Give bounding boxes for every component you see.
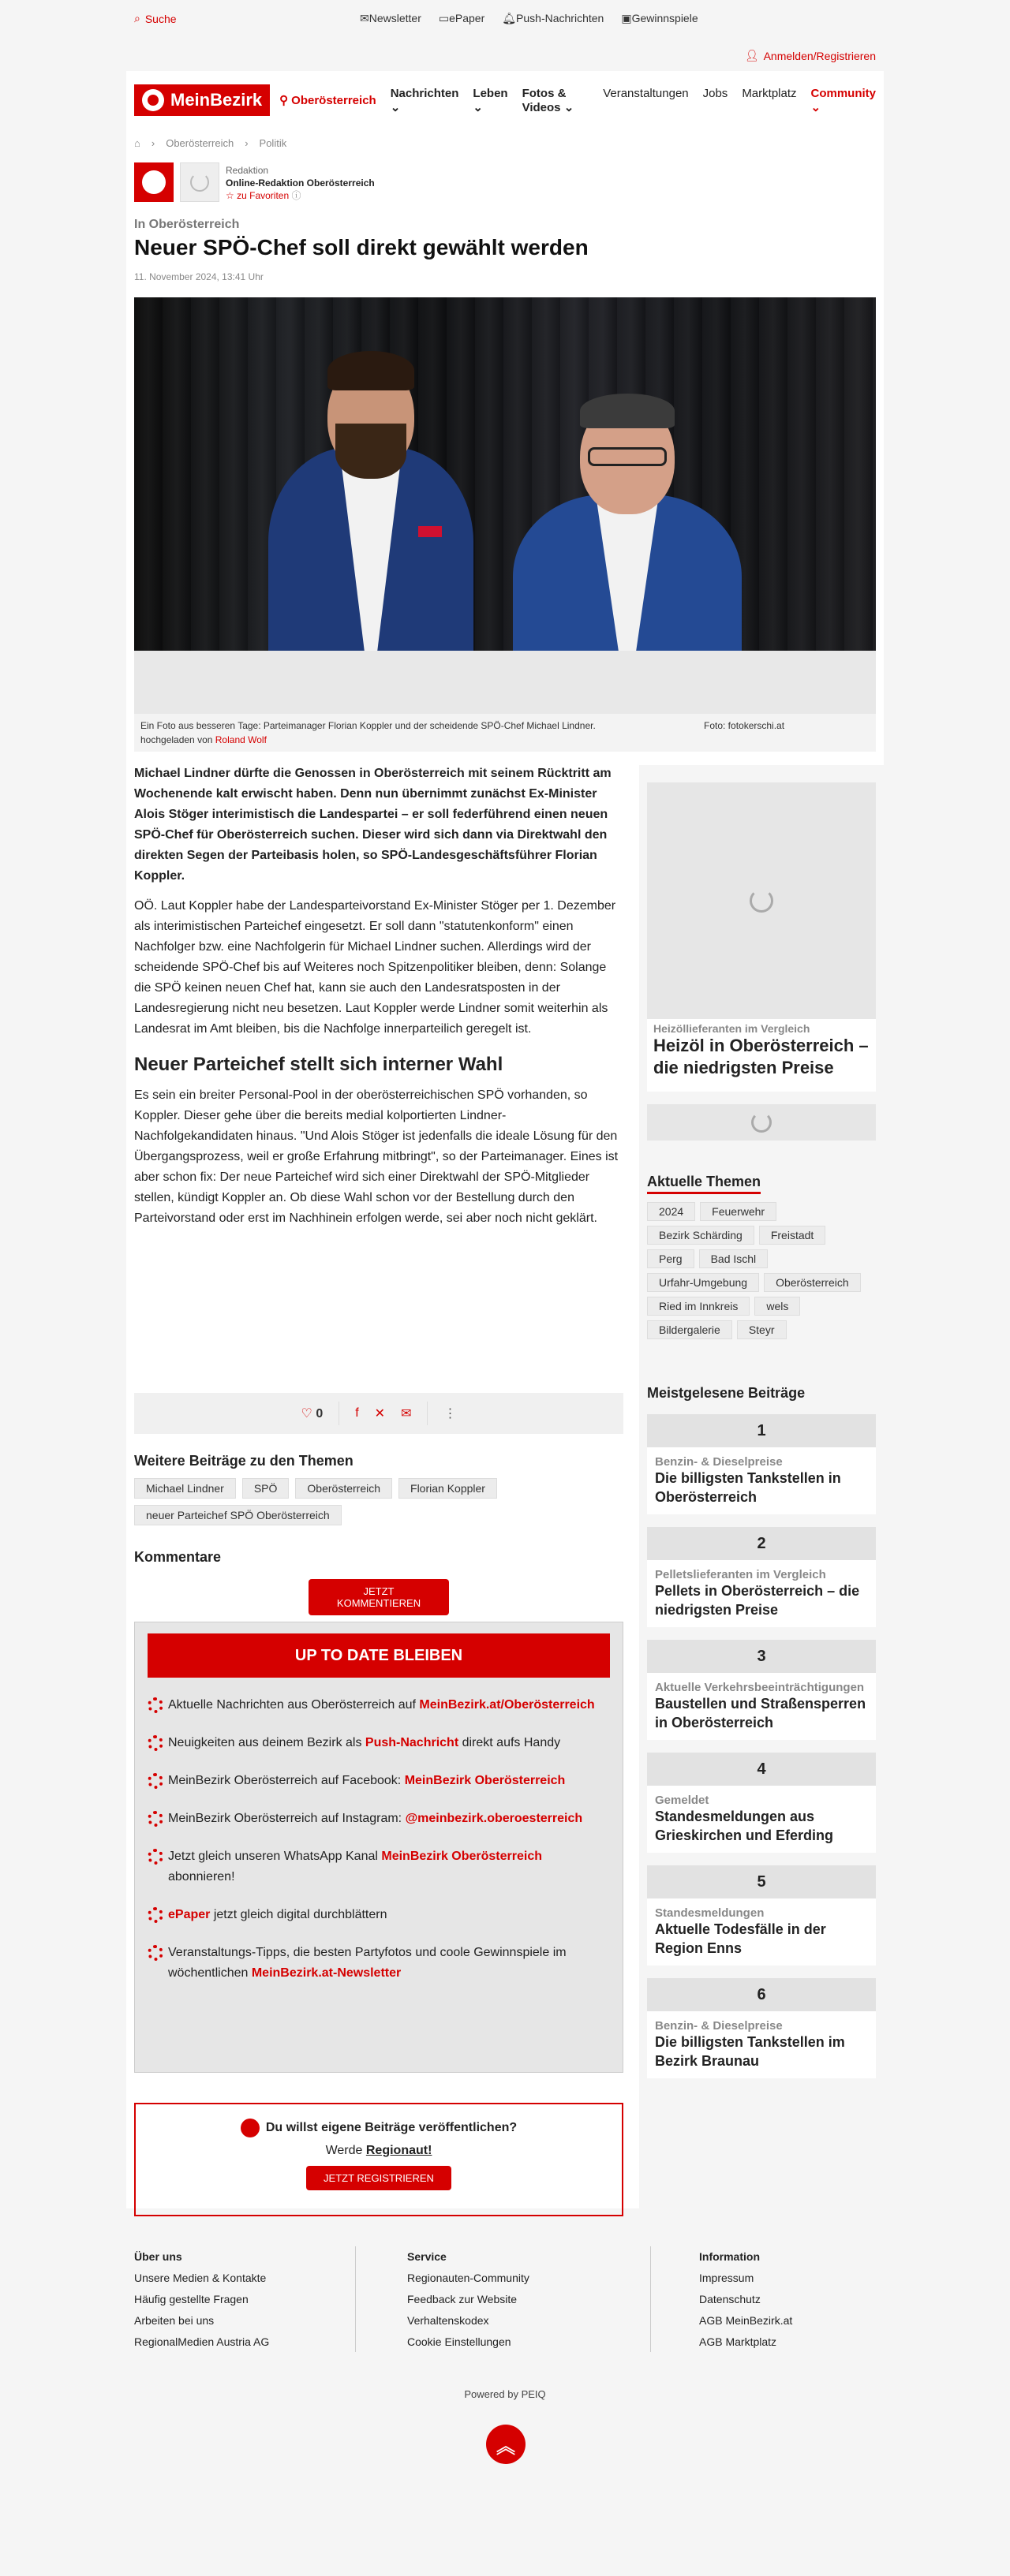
- row-link[interactable]: MeinBezirk Oberösterreich: [404, 1774, 566, 1787]
- nav-item-community[interactable]: [811, 87, 877, 114]
- caption-text: Ein Foto aus besseren Tage: Parteimanager Florian Koppler und der scheidende SPÖ-Chef Michael Lindner.: [140, 720, 596, 731]
- most-read-item[interactable]: [647, 1527, 876, 1627]
- beard: [335, 424, 406, 479]
- rank-number: 5: [647, 1865, 876, 1898]
- most-read-title: Aktuelle Todesfälle in der Region Enns: [655, 1921, 826, 1956]
- ad-caption[interactable]: [647, 1019, 876, 1092]
- search-icon: ⌕: [134, 12, 140, 24]
- footer-link[interactable]: Unsere Medien & Kontakte: [134, 2272, 267, 2284]
- up-to-date-row: [148, 1771, 610, 1791]
- gewinnspiele-link[interactable]: [621, 12, 698, 25]
- article-title: Neuer SPÖ-Chef soll direkt gewählt werden: [134, 235, 589, 259]
- most-read-title: Pellets in Oberösterreich – die niedrigsten Preise: [655, 1583, 860, 1618]
- topic-tag[interactable]: SPÖ: [242, 1478, 290, 1499]
- flower-icon: [148, 1697, 163, 1713]
- most-read-title: Baustellen und Straßensperren in Oberösterreich: [655, 1696, 866, 1730]
- most-read-item[interactable]: [647, 1978, 876, 2078]
- author-name[interactable]: Online-Redaktion Oberösterreich: [226, 177, 375, 189]
- flower-icon: [148, 1811, 163, 1827]
- newsletter-link[interactable]: [360, 12, 421, 25]
- nav-item-fotos-videos[interactable]: [522, 87, 589, 114]
- rank-number: 1: [647, 1414, 876, 1447]
- register-button[interactable]: JETZT REGISTRIEREN: [306, 2166, 451, 2190]
- photo-credit: Foto: fotokerschi.at: [704, 720, 785, 731]
- most-read-kicker: Benzin- & Dieselpreise: [655, 2019, 783, 2033]
- rank-number: 6: [647, 1978, 876, 2011]
- up-to-date-text: [168, 1846, 610, 1887]
- hair: [580, 394, 675, 428]
- article-lead: Michael Lindner dürfte die Genossen in Oberösterreich mit seinem Rücktritt am Wochenende kalt erwischt haben. Denn nun übernimmt zunächst Ex-Minister Alois Stöger interimistisch die Landespartei – er soll federführend einen neuen SPÖ-Chef für Oberösterreich suchen. Dieser wird sich dann via Direktwahl den direkten Segen der Parteibasis holen, so SPÖ-Landesgeschäftsführer Florian Koppler.: [134, 767, 612, 883]
- regionaut-link[interactable]: Regionaut!: [365, 2144, 432, 2157]
- bell-icon: 🔔︎: [502, 12, 517, 24]
- breadcrumb: [134, 137, 286, 149]
- nav-items: [391, 87, 876, 114]
- search-label: Suche: [144, 12, 177, 25]
- breadcrumb-item[interactable]: Politik: [259, 137, 287, 149]
- article-subheading: Neuer Parteichef stellt sich interner Wahl: [134, 1054, 503, 1075]
- most-read-title: Die billigsten Tankstellen im Bezirk Braunau: [655, 2034, 845, 2069]
- footer-link[interactable]: Datenschutz: [699, 2293, 761, 2305]
- star-icon: ☆: [226, 190, 234, 201]
- chevron-down-icon: ⌄: [810, 100, 821, 114]
- main-nav: [134, 82, 876, 118]
- author-role: Redaktion: [226, 165, 269, 176]
- footer-col-info: [699, 2246, 792, 2353]
- regionaut-question: [136, 2119, 622, 2137]
- most-read-item[interactable]: [647, 1414, 876, 1514]
- row-text: abonnieren!: [168, 1870, 235, 1883]
- up-to-date-row: [148, 1695, 610, 1715]
- chevron-right-icon: ›: [151, 137, 155, 149]
- ad-kicker: Heizöllieferanten im Vergleich: [653, 1022, 810, 1035]
- like-count: 0: [316, 1407, 324, 1421]
- loading-spinner-icon: [190, 173, 209, 192]
- regionaut-question-text: Du willst eigene Beiträge veröffentlichen?: [265, 2121, 518, 2134]
- up-to-date-banner: UP TO DATE BLEIBEN: [148, 1633, 610, 1678]
- row-text: Neuigkeiten aus deinem Bezirk als: [168, 1736, 365, 1749]
- row-text: Aktuelle Nachrichten aus Oberösterreich auf: [168, 1698, 420, 1712]
- theme-tag[interactable]: Bezirk Schärding: [647, 1226, 754, 1245]
- person-left: [252, 329, 489, 684]
- flower-icon: [148, 1773, 163, 1789]
- most-read-title: Standesmeldungen aus Grieskirchen und Eferding: [655, 1809, 834, 1843]
- row-text: Veranstaltungs-Tipps, die besten Partyfotos und coole Gewinnspiele im wöchentlichen: [168, 1946, 567, 1980]
- theme-tag[interactable]: Ried im Innkreis: [647, 1297, 750, 1316]
- nav-item-nachrichten[interactable]: [391, 87, 459, 114]
- heart-icon: ♡: [301, 1407, 312, 1421]
- row-text: MeinBezirk Oberösterreich auf Instagram:: [168, 1812, 406, 1825]
- up-to-date-row: [148, 1809, 610, 1829]
- themes-title: Aktuelle Themen: [647, 1174, 761, 1194]
- user-icon: 👤︎: [744, 49, 759, 62]
- theme-tag[interactable]: wels: [754, 1297, 800, 1316]
- nav-item-jobs[interactable]: Jobs: [702, 86, 728, 100]
- footer-heading: Über uns: [134, 2250, 182, 2263]
- most-read-kicker: Benzin- & Dieselpreise: [655, 1455, 783, 1469]
- like-button[interactable]: [301, 1406, 324, 1421]
- most-read-list: [647, 1414, 876, 2078]
- up-to-date-text: [168, 1905, 387, 1925]
- scroll-to-top-button[interactable]: [486, 2425, 526, 2464]
- image-caption: [134, 714, 876, 752]
- region-selector[interactable]: [279, 93, 376, 107]
- ad-slot: [647, 1104, 876, 1141]
- row-link[interactable]: ePaper: [168, 1908, 211, 1921]
- up-to-date-list: [148, 1695, 610, 1984]
- most-read-item[interactable]: [647, 1753, 876, 1853]
- glasses: [588, 447, 667, 466]
- footer-divider: [650, 2246, 651, 2352]
- theme-tag[interactable]: 2024: [647, 1202, 695, 1221]
- flower-icon: [148, 1945, 163, 1961]
- breadcrumb-item[interactable]: Oberösterreich: [166, 137, 234, 149]
- comment-button[interactable]: JETZT KOMMENTIEREN: [309, 1579, 449, 1615]
- most-read-kicker: Gemeldet: [655, 1794, 709, 1807]
- chevron-down-icon: ⌄: [563, 100, 574, 114]
- regionaut-cta: [136, 2144, 622, 2158]
- author-logo-avatar[interactable]: [134, 162, 174, 202]
- topic-tag[interactable]: neuer Parteichef SPÖ Oberösterreich: [134, 1505, 342, 1525]
- more-options-icon[interactable]: ⋮: [443, 1407, 457, 1421]
- article-paragraph: Es sein ein breiter Personal-Pool in der oberösterreichischen SPÖ vorhanden, so Koppler. Dieser gehe über die bereits medial kolportierten Lindner-Nachfolgekandidaten hinaus. "Und Alois Stöger ist jedenfalls die ideale Lösung für den Übergangsprozess, weil er große Erfahrung mitbringt", so der Parteimanager. Eines ist aber schon fix: Der neue Parteichef wird sich einer Direktwahl der SPÖ-Mitglieder stellen, kündigt Koppler an. Ob diese Wahl schon vor der Bestellung durch den Parteivorstand oder erst im Nachhinein erfolgen werde, sei aber noch nicht geklärt.: [134, 1088, 619, 1225]
- row-text: jetzt gleich digital durchblättern: [210, 1908, 387, 1921]
- loading-spinner-icon: [751, 1112, 772, 1133]
- article-kicker: In Oberösterreich: [134, 218, 240, 231]
- uploaded-prefix: hochgeladen von: [140, 734, 213, 745]
- comments-title: Kommentare: [134, 1549, 222, 1565]
- row-text: MeinBezirk Oberösterreich auf Facebook:: [168, 1774, 405, 1787]
- nav-label: Nachrichten: [390, 86, 459, 100]
- theme-tag[interactable]: Bad Ischl: [699, 1249, 769, 1268]
- footer-link[interactable]: Verhaltenskodex: [407, 2314, 489, 2327]
- topics-title: Weitere Beiträge zu den Themen: [134, 1453, 354, 1469]
- rank-number: 4: [647, 1753, 876, 1786]
- push-label: Push-Nachrichten: [516, 12, 604, 24]
- up-to-date-row: [148, 1733, 610, 1753]
- article-date: 11. November 2024, 13:41 Uhr: [134, 271, 264, 282]
- push-link[interactable]: [502, 12, 604, 25]
- theme-tag[interactable]: Oberösterreich: [764, 1273, 861, 1292]
- up-to-date-text: [168, 1809, 582, 1829]
- nav-label: Fotos & Videos: [522, 86, 567, 114]
- newsletter-label: Newsletter: [368, 12, 421, 24]
- logo-flower-icon: [142, 170, 166, 194]
- author-block: [134, 162, 375, 202]
- theme-tag[interactable]: Perg: [647, 1249, 694, 1268]
- footer-col-service: [407, 2246, 529, 2353]
- hero-image[interactable]: [134, 297, 876, 714]
- topic-tags: [134, 1478, 623, 1525]
- footer-link[interactable]: Regionauten-Community: [407, 2272, 529, 2284]
- author-avatar[interactable]: [180, 162, 219, 202]
- row-text: Jetzt gleich unseren WhatsApp Kanal: [168, 1850, 382, 1863]
- topic-tag[interactable]: Oberösterreich: [295, 1478, 392, 1499]
- loading-spinner-icon: [750, 889, 773, 913]
- most-read-title: Die billigsten Tankstellen in Oberösterreich: [655, 1470, 841, 1505]
- regionaut-icon: [241, 2119, 260, 2137]
- most-read-title: Meistgelesene Beiträge: [647, 1385, 806, 1401]
- row-link[interactable]: MeinBezirk.at-Newsletter: [251, 1966, 402, 1980]
- paper-icon: ▭: [438, 12, 450, 24]
- gift-icon: ▣: [621, 12, 632, 24]
- row-link[interactable]: @meinbezirk.oberoesterreich: [405, 1812, 583, 1825]
- footer-heading: Service: [407, 2250, 447, 2263]
- topic-tag[interactable]: Michael Lindner: [134, 1478, 236, 1499]
- flower-icon: [148, 1735, 163, 1751]
- hair: [327, 351, 414, 390]
- row-link[interactable]: MeinBezirk.at/Oberösterreich: [419, 1698, 595, 1712]
- x-share-icon[interactable]: ✕: [374, 1407, 386, 1421]
- footer-link[interactable]: AGB MeinBezirk.at: [699, 2314, 793, 2327]
- article-body: [134, 763, 623, 1229]
- home-icon[interactable]: ⌂: [134, 137, 140, 149]
- row-link[interactable]: MeinBezirk Oberösterreich: [381, 1850, 542, 1863]
- gewinnspiele-label: Gewinnspiele: [631, 12, 698, 24]
- footer-link[interactable]: AGB Marktplatz: [699, 2335, 777, 2348]
- theme-tag[interactable]: Steyr: [737, 1320, 787, 1339]
- double-chevron-up-icon: ︽: [496, 2436, 515, 2458]
- up-to-date-row: [148, 1943, 610, 1984]
- rank-number: 2: [647, 1527, 876, 1560]
- footer-link[interactable]: RegionalMedien Austria AG: [134, 2335, 270, 2348]
- chevron-down-icon: ⌄: [473, 100, 483, 114]
- logo-flower-icon: [142, 89, 164, 111]
- mail-share-icon[interactable]: ✉: [401, 1407, 412, 1421]
- footer-link[interactable]: Impressum: [699, 2272, 754, 2284]
- footer-link[interactable]: Cookie Einstellungen: [407, 2335, 511, 2348]
- most-read-kicker: Aktuelle Verkehrsbeeinträchtigungen: [655, 1681, 865, 1694]
- epaper-link[interactable]: [439, 12, 484, 25]
- up-to-date-box: [134, 1622, 623, 2073]
- location-pin-icon: ⚲: [279, 94, 289, 107]
- up-to-date-text: [168, 1695, 595, 1715]
- row-link[interactable]: Push-Nachricht: [365, 1736, 459, 1749]
- theme-tag[interactable]: Freistadt: [759, 1226, 825, 1245]
- login-link[interactable]: [745, 49, 876, 62]
- ad-title: Heizöl in Oberösterreich – die niedrigsten Preise: [653, 1036, 869, 1077]
- author-meta: [226, 162, 375, 202]
- footer-link[interactable]: Feedback zur Website: [407, 2293, 518, 2305]
- login-label: Anmelden/Registrieren: [763, 49, 876, 62]
- chevron-right-icon: ›: [245, 137, 249, 149]
- werde-text: Werde: [325, 2144, 363, 2157]
- footer-heading: Information: [699, 2250, 760, 2263]
- nav-item-veranstaltungen[interactable]: Veranstaltungen: [603, 86, 689, 100]
- logo[interactable]: [134, 84, 270, 116]
- theme-tag[interactable]: Feuerwehr: [700, 1202, 776, 1221]
- footer-col-about: [134, 2246, 269, 2353]
- up-to-date-text: [168, 1771, 565, 1791]
- up-to-date-text: [168, 1733, 560, 1753]
- search-link[interactable]: [134, 12, 177, 25]
- page-card: [126, 71, 884, 2208]
- up-to-date-row: [148, 1905, 610, 1925]
- footer-link[interactable]: Arbeiten bei uns: [134, 2314, 215, 2327]
- most-read-item[interactable]: [647, 1865, 876, 1966]
- favorite-label: zu Favoriten: [237, 190, 290, 201]
- utility-links: [360, 12, 698, 25]
- theme-tag[interactable]: Bildergalerie: [647, 1320, 732, 1339]
- up-to-date-text: [168, 1943, 610, 1984]
- most-read-item[interactable]: [647, 1640, 876, 1740]
- nav-item-marktplatz[interactable]: Marktplatz: [742, 86, 797, 100]
- flower-icon: [148, 1849, 163, 1865]
- article-paragraph: OÖ. Laut Koppler habe der Landesparteivorstand Ex-Minister Stöger per 1. Dezember als interimistischen Parteichef eingesetzt. Er soll dann "statutenkonform" einen Nachfolger bzw. eine Nachfolgerin für Michael Lindner suchen. Allerdings wird der scheidende SPÖ-Chef bis auf Weiteres noch Spitzenpolitiker bleiben, denn: Solange die SPÖ keinen neuen Chef hat, kann sie auch den Landesratsposten in der Landesregierung nicht neu besetzen. Laut Koppler werde Lindner somit weiterhin als Landesrat im Amt bleiben, bis die Nachfolge innerparteilich geregelt ist.: [134, 899, 616, 1036]
- theme-tag[interactable]: Urfahr-Umgebung: [647, 1273, 759, 1292]
- divider: [427, 1402, 428, 1425]
- topic-tag[interactable]: Florian Koppler: [398, 1478, 497, 1499]
- powered-by: Powered by PEIQ: [464, 2388, 546, 2400]
- nav-label: Leben: [473, 86, 508, 100]
- pocket-square: [418, 526, 442, 537]
- most-read-kicker: Pelletslieferanten im Vergleich: [655, 1568, 826, 1581]
- table: [134, 651, 876, 714]
- region-label: Oberösterreich: [291, 93, 376, 107]
- favorite-link[interactable]: [226, 189, 375, 202]
- nav-item-leben[interactable]: [473, 87, 507, 114]
- footer-divider: [355, 2246, 356, 2352]
- row-text: direkt aufs Handy: [458, 1736, 561, 1749]
- facebook-share-icon[interactable]: f: [355, 1406, 359, 1420]
- rank-number: 3: [647, 1640, 876, 1673]
- theme-tags: [647, 1202, 876, 1339]
- most-read-kicker: Standesmeldungen: [655, 1906, 765, 1920]
- footer-link[interactable]: Häufig gestellte Fragen: [134, 2293, 249, 2305]
- logo-text: MeinBezirk: [170, 90, 263, 110]
- utility-bar: [0, 0, 1010, 39]
- epaper-label: ePaper: [449, 12, 485, 24]
- up-to-date-row: [148, 1846, 610, 1887]
- mail-icon: ✉: [360, 12, 369, 24]
- sidebar: [639, 765, 884, 2208]
- chevron-down-icon: ⌄: [390, 100, 401, 114]
- flower-icon: [148, 1907, 163, 1923]
- info-icon[interactable]: ⓘ: [291, 190, 301, 201]
- share-bar: [134, 1393, 623, 1434]
- ad-image[interactable]: [647, 782, 876, 1019]
- regionaut-box: [134, 2103, 623, 2216]
- uploader-link[interactable]: Roland Wolf: [215, 734, 267, 745]
- nav-label: Community: [810, 86, 876, 100]
